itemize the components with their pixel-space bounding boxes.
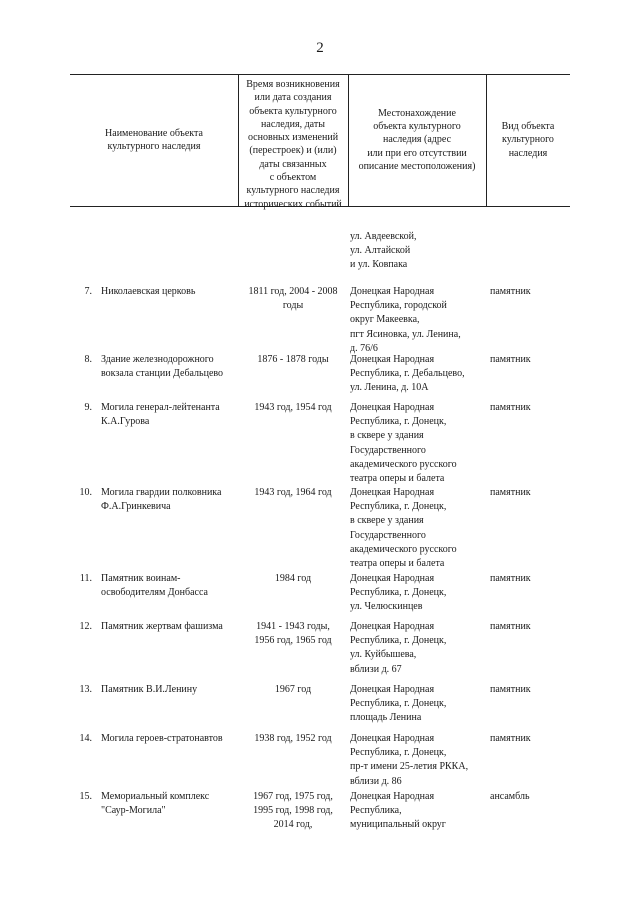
date-cell [240, 285, 346, 313]
name-line: "Саур-Могила" [101, 805, 166, 817]
date-cell [240, 572, 346, 586]
location-cell [350, 620, 486, 677]
header-text: (перестроек) и (или) [249, 145, 337, 157]
name-cell [101, 285, 237, 299]
location-line: в сквере у здания [350, 430, 424, 442]
location-line: театра оперы и балета [350, 473, 445, 485]
type-cell: памятник [490, 354, 531, 365]
row-number: 8. [84, 354, 92, 365]
header-text: даты связанных [259, 158, 327, 170]
date-line: годы [282, 300, 304, 312]
date-cell [240, 683, 346, 697]
location-line: д. 76/6 [350, 342, 378, 354]
date-cell [240, 486, 346, 500]
header-text: или при его отсутствии [367, 147, 467, 159]
name-line: Здание железнодорожного [101, 354, 214, 365]
location-cell [350, 486, 486, 571]
name-line: Ф.А.Гринкевича [101, 501, 171, 513]
header-text: Местонахождение [378, 107, 456, 119]
location-line: Донецкая Народная [350, 573, 435, 584]
header-date [238, 74, 348, 210]
header-text: объекта культурного [373, 121, 461, 133]
date-cell [240, 732, 346, 746]
header-text: Наименование объекта [105, 127, 203, 139]
location-line: Донецкая Народная [350, 791, 435, 802]
location-cell [350, 572, 486, 615]
type-cell: памятник [490, 621, 531, 632]
name-line: Мемориальный комплекс [101, 791, 210, 802]
name-line: Николаевская церковь [101, 286, 196, 297]
location-line: ул. Куйбышева, [350, 649, 417, 661]
location-line: Донецкая Народная [350, 487, 435, 498]
location-cell [350, 353, 486, 396]
date-cell [240, 790, 346, 833]
location-cell [350, 230, 486, 273]
location-line: Республика, г. Донецк, [350, 416, 447, 428]
location-cell [350, 683, 486, 726]
name-cell [101, 683, 237, 697]
location-line: муниципальный округ [350, 819, 446, 831]
date-line: 1967 год, 1975 год, [253, 791, 333, 802]
date-line: 1811 год, 2004 - 2008 [248, 286, 338, 297]
location-line: и ул. Ковпака [350, 259, 408, 271]
location-cell [350, 790, 486, 833]
location-cell [350, 401, 486, 486]
date-line: 1938 год, 1952 год [254, 733, 332, 744]
header-text: наследия [508, 147, 548, 159]
date-cell [240, 353, 346, 367]
row-number: 12. [79, 621, 92, 632]
name-line: Памятник В.И.Ленину [101, 684, 198, 695]
location-line: Республика, г. Донецк, [350, 501, 447, 513]
location-line: Государственного [350, 444, 426, 456]
type-cell: памятник [490, 402, 531, 413]
type-cell: памятник [490, 573, 531, 584]
location-line: площадь Ленина [350, 712, 422, 724]
type-cell: памятник [490, 684, 531, 695]
date-cell [240, 401, 346, 415]
row-number: 14. [79, 733, 92, 744]
location-line: пгт Ясиновка, ул. Ленина, [350, 328, 461, 340]
location-line: Республика, г. Дебальцево, [350, 368, 465, 380]
location-cell [350, 732, 486, 789]
location-line: Донецкая Народная [350, 733, 435, 744]
header-text: культурного наследия [107, 141, 201, 152]
name-line: Могила гвардии полковника [101, 487, 222, 498]
location-line: в сквере у здания [350, 515, 424, 527]
name-line: Могила генерал-лейтенанта [101, 402, 220, 413]
location-line: Государственного [350, 529, 426, 541]
name-line: вокзала станции Дебальцево [101, 368, 224, 380]
date-line: 1943 год, 1954 год [254, 402, 332, 413]
row-number: 7. [84, 286, 92, 297]
row-number: 10. [79, 487, 92, 498]
name-cell [101, 620, 237, 634]
location-line: Республика, [350, 805, 402, 817]
location-line: ул. Ленина, д. 10А [350, 382, 429, 394]
name-cell [101, 486, 237, 514]
location-line: вблизи д. 67 [350, 663, 402, 675]
header-location [348, 74, 486, 206]
date-line: 1943 год, 1964 год [254, 487, 332, 498]
header-text: Время возникновения [246, 79, 340, 90]
location-line: Донецкая Народная [350, 354, 435, 365]
location-line: Донецкая Народная [350, 684, 435, 695]
name-cell [101, 572, 237, 600]
location-line: ул. Челюскинцев [350, 601, 423, 613]
location-line: округ Макеевка, [350, 314, 420, 326]
date-line: 1984 год [274, 573, 312, 584]
location-line: вблизи д. 86 [350, 775, 402, 787]
header-text: описание местоположения) [358, 160, 476, 172]
row-number: 11. [79, 573, 92, 584]
header-text: наследия, даты [261, 118, 325, 130]
row-number: 13. [79, 684, 92, 695]
header-name [70, 74, 238, 206]
name-line: Памятник воинам- [101, 573, 181, 584]
name-line: освободителям Донбасса [101, 587, 208, 599]
header-text: основных изменений [247, 132, 339, 144]
type-cell: памятник [490, 286, 531, 297]
name-line: Могила героев-стратонавтов [101, 733, 223, 744]
location-line: Республика, городской [350, 300, 447, 312]
location-line: Донецкая Народная [350, 286, 435, 297]
location-cell [350, 285, 486, 356]
location-line: Республика, г. Донецк, [350, 698, 447, 710]
header-type [486, 74, 570, 206]
location-line: академического русского [350, 543, 457, 555]
type-cell: памятник [490, 487, 531, 498]
page-number: 2 [316, 40, 324, 56]
type-cell: памятник [490, 733, 531, 744]
type-cell: ансамбль [490, 791, 530, 802]
date-line: 1941 - 1943 годы, [256, 621, 330, 632]
date-line: 1876 - 1878 годы [257, 354, 329, 365]
date-line: 1956 год, 1965 год [254, 635, 332, 647]
header-text: наследия (адрес [382, 134, 452, 146]
date-cell [240, 620, 346, 648]
location-line: Республика, г. Донецк, [350, 635, 447, 647]
location-line: театра оперы и балета [350, 558, 445, 570]
location-line: ул. Алтайской [350, 245, 411, 257]
location-line: Донецкая Народная [350, 621, 435, 632]
name-cell [101, 790, 237, 818]
location-line: ул. Авдеевской, [350, 231, 417, 242]
row-number: 9. [84, 402, 92, 413]
header-text: культурного [502, 134, 554, 146]
date-line: 1995 год, 1998 год, [253, 805, 333, 817]
header-text: или дата создания [254, 92, 332, 104]
header-text: исторических событий [244, 198, 342, 210]
location-line: Республика, г. Донецк, [350, 747, 447, 759]
name-cell [101, 353, 237, 381]
location-line: Республика, г. Донецк, [350, 587, 447, 599]
name-cell [101, 732, 237, 746]
location-line: пр-т имени 25-летия РККА, [350, 761, 469, 773]
name-cell [101, 401, 237, 429]
header-text: культурного наследия [246, 185, 340, 197]
name-line: Памятник жертвам фашизма [101, 621, 223, 632]
date-line: 1967 год [274, 684, 312, 695]
date-line: 2014 год, [273, 819, 313, 831]
header-text: объекта культурного [249, 105, 337, 117]
location-line: академического русского [350, 458, 457, 470]
name-line: К.А.Гурова [101, 416, 150, 428]
row-number: 15. [79, 791, 92, 802]
header-text: с объектом [269, 172, 317, 184]
location-line: Донецкая Народная [350, 402, 435, 413]
header-text: Вид объекта [501, 121, 555, 133]
